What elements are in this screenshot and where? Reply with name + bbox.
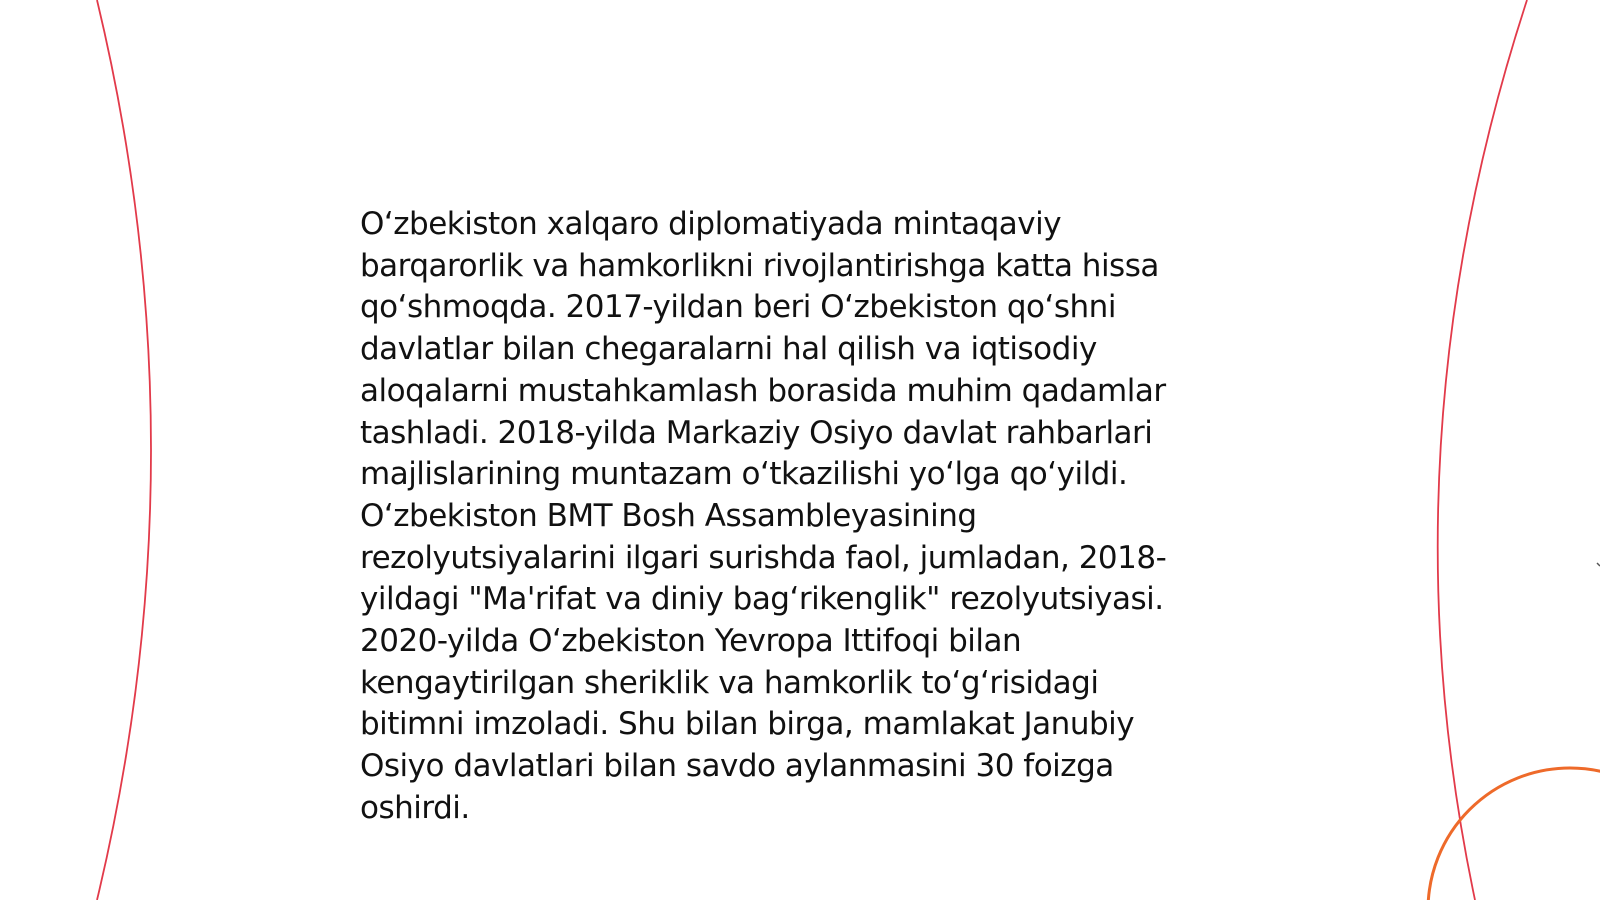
body-line: aloqalarni mustahkamlash borasida muhim qadamlar <box>360 372 1166 409</box>
right-arc-decoration <box>1438 0 1527 900</box>
body-line: O‘zbekiston BMT Bosh Assambleyasining <box>360 497 977 534</box>
orange-circle-decoration <box>1428 768 1600 900</box>
body-line: rezolyutsiyalarini ilgari surishda faol, jumladan, 2018- <box>360 539 1167 576</box>
body-line: 2020-yilda O‘zbekiston Yevropa Ittifoqi bilan <box>360 623 1022 660</box>
left-arc-decoration <box>97 0 151 900</box>
body-line: Osiyo davlatlari bilan savdo aylanmasini 30 foizga <box>360 748 1114 785</box>
body-line: barqarorlik va hamkorlikni rivojlantirishga katta hissa <box>360 247 1159 284</box>
body-line: tashladi. 2018-yilda Markaziy Osiyo davlat rahbarlari <box>360 414 1153 451</box>
body-line: bitimni imzoladi. Shu bilan birga, mamlakat Janubiy <box>360 706 1135 743</box>
body-line: majlislarining muntazam o‘tkazilishi yo‘lga qo‘yildi. <box>360 456 1128 493</box>
body-line: yildagi "Ma'rifat va diniy bag‘rikenglik" rezolyutsiyasi. <box>360 581 1164 618</box>
body-line: kengaytirilgan sheriklik va hamkorlik to‘g‘risidagi <box>360 664 1099 701</box>
body-line: davlatlar bilan chegaralarni hal qilish va iqtisodiy <box>360 331 1097 368</box>
body-paragraph <box>360 204 1260 830</box>
body-line: oshirdi. <box>360 789 470 826</box>
body-line: O‘zbekiston xalqaro diplomatiyada mintaqaviy <box>360 206 1062 242</box>
body-line: qo‘shmoqda. 2017-yildan beri O‘zbekiston qo‘shni <box>360 289 1116 326</box>
